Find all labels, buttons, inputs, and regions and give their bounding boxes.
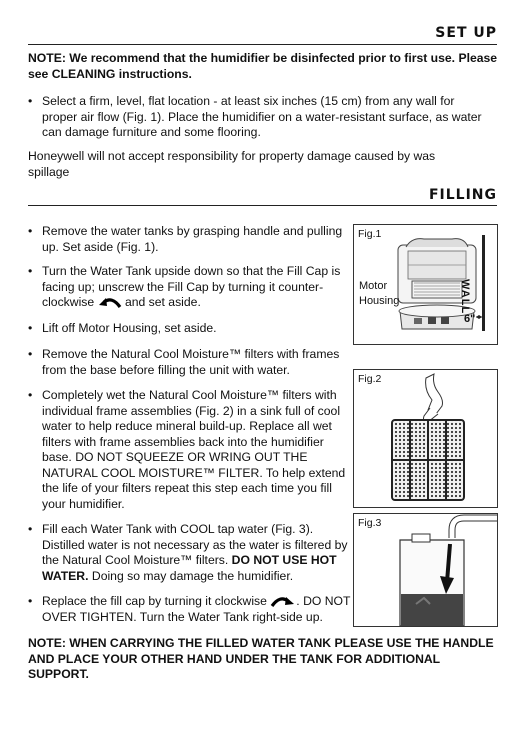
filling-item-6-text: Fill each Water Tank with COOL tap water (Fig. 3). Distilled water is not necessary as the water is filtered by the Natural Cool Moisture™ filters. — [42, 522, 348, 567]
figure-2-label: Fig.2 — [358, 373, 382, 385]
filling-item-7-text: Replace the fill cap by turning it clockwise — [42, 594, 267, 608]
clockwise-arrow-icon — [270, 596, 296, 608]
filling-item-3-text: Lift off Motor Housing, set aside. — [42, 321, 217, 335]
filling-item-6-warning: DO NOT USE HOT WATER. — [42, 553, 337, 583]
bullet-dot: • — [28, 347, 33, 361]
tank-illustration — [354, 514, 497, 626]
bullet-dot: • — [28, 594, 33, 608]
filling-rule — [28, 205, 497, 206]
counterclockwise-arrow-icon — [98, 297, 122, 309]
housing-label: Housing — [359, 295, 400, 307]
setup-rule — [28, 44, 497, 45]
wall-label: WALL — [459, 279, 471, 315]
setup-title: SET UP — [435, 25, 497, 41]
setup-disclaimer: Honeywell will not accept responsibility for property damage caused by was spillage — [28, 149, 436, 179]
setup-note: NOTE: We recommend that the humidifier be disinfected prior to first use. Please see CLEANING instructions. — [28, 51, 498, 81]
bullet-dot: • — [28, 264, 33, 278]
figure-1-label: Fig.1 — [358, 228, 382, 240]
bullet-dot: • — [28, 388, 33, 402]
filling-item-4-text: Remove the Natural Cool Moisture™ filters with frames from the base before filling the unit with water. — [42, 347, 340, 377]
filter-illustration — [354, 370, 497, 507]
figure-3 — [353, 513, 498, 627]
setup-bullet-text: Select a firm, level, flat location - at least six inches (15 cm) from any wall for proper air flow (Fig. 1). Place the humidifier on a water-resistant surface, as water can damage furniture and some flooring. — [42, 94, 482, 139]
filling-item-7-tail: . DO NOT OVER TIGHTEN. Turn the Water Tank right-side up. — [42, 594, 351, 624]
figure-2 — [353, 369, 498, 508]
motor-label: Motor — [359, 280, 388, 292]
filling-item-6-tail: Doing so may damage the humidifier. — [91, 568, 294, 583]
filling-title: FILLING — [428, 187, 497, 203]
distance-label: 6" — [464, 313, 476, 325]
bullet-dot: • — [28, 224, 33, 238]
filling-item-1-text: Remove the water tanks by grasping handle and pulling up. Set aside (Fig. 1). — [42, 224, 343, 254]
figure-1 — [353, 224, 498, 345]
filling-item-2-text: Turn the Water Tank upside down so that the Fill Cap is facing up; unscrew the Fill Cap by turning it counter-clockwise — [42, 264, 341, 309]
filling-item-2-tail: and set aside. — [124, 295, 201, 309]
figure-3-label: Fig.3 — [358, 517, 382, 529]
bullet-dot: • — [28, 94, 33, 108]
bullet-dot: • — [28, 321, 33, 335]
filling-final-note: NOTE: WHEN CARRYING THE FILLED WATER TANK PLEASE USE THE HANDLE AND PLACE YOUR OTHER HAND UNDER THE TANK FOR ADDITIONAL SUPPORT. — [28, 636, 494, 681]
filling-item-5-text: Completely wet the Natural Cool Moisture™ filters with individual frame assemblies (Fig. 2) in a sink full of cool water to help reduce mineral build-up. Replace all wet filters with frame assemblies back into the humidifier base. DO NOT SQUEEZE OR WRING OUT THE NATURAL COOL MOISTURE™ FILTER. To help extend the life of your filters repeat this step each time you fill your humidifier. — [42, 388, 346, 511]
bullet-dot: • — [28, 522, 33, 536]
